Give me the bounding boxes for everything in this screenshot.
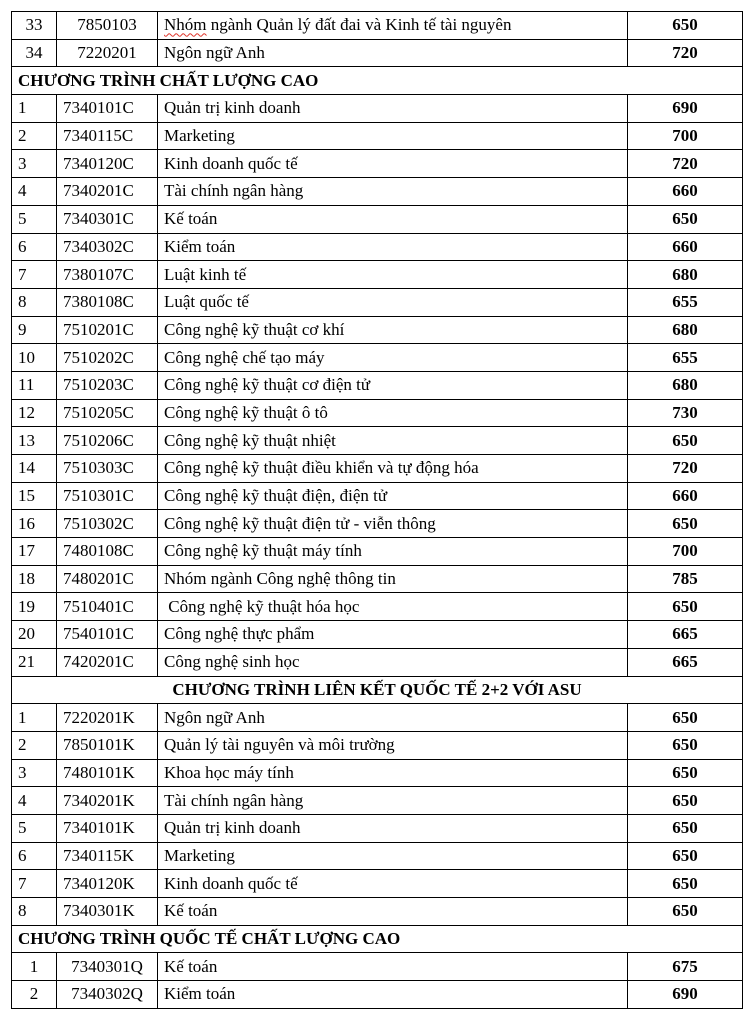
- row-code: 7340201K: [57, 787, 158, 815]
- table-row: [12, 178, 743, 206]
- row-name: Công nghệ kỹ thuật điều khiển và tự động hóa: [158, 455, 628, 483]
- row-code: 7510203C: [57, 371, 158, 399]
- row-score: 660: [628, 482, 743, 510]
- row-score: 650: [628, 787, 743, 815]
- row-name: Kiểm toán: [158, 233, 628, 261]
- row-code: 7420201C: [57, 648, 158, 676]
- row-stt: 5: [12, 205, 57, 233]
- section-title: CHƯƠNG TRÌNH LIÊN KẾT QUỐC TẾ 2+2 VỚI ASU: [12, 676, 743, 704]
- row-code: 7510201C: [57, 316, 158, 344]
- row-stt: 33: [12, 12, 57, 40]
- row-name: Công nghệ thực phẩm: [158, 621, 628, 649]
- table-row: [12, 953, 743, 981]
- row-name: Luật kinh tế: [158, 261, 628, 289]
- row-stt: 3: [12, 150, 57, 178]
- row-name: [158, 12, 628, 40]
- section-title: CHƯƠNG TRÌNH QUỐC TẾ CHẤT LƯỢNG CAO: [12, 925, 743, 953]
- row-score: 650: [628, 427, 743, 455]
- table-row: [12, 870, 743, 898]
- table-row: [12, 482, 743, 510]
- row-name-rest: ngành Quản lý đất đai và Kinh tế tài nguyên: [206, 15, 512, 35]
- table-row: [12, 371, 743, 399]
- row-name: Công nghệ kỹ thuật cơ khí: [158, 316, 628, 344]
- row-score: 650: [628, 510, 743, 538]
- row-code: 7480101K: [57, 759, 158, 787]
- row-code: 7850103: [57, 12, 158, 40]
- row-score: 680: [628, 316, 743, 344]
- row-code: 7480201C: [57, 565, 158, 593]
- table-row: [12, 898, 743, 926]
- row-stt: 1: [12, 953, 57, 981]
- table-row: [12, 510, 743, 538]
- table-row: [12, 150, 743, 178]
- row-name: Quản lý tài nguyên và môi trường: [158, 731, 628, 759]
- row-stt: 2: [12, 981, 57, 1009]
- row-name: Công nghệ kỹ thuật ô tô: [158, 399, 628, 427]
- row-code: 7510202C: [57, 344, 158, 372]
- row-code: 7480108C: [57, 538, 158, 566]
- row-stt: 17: [12, 538, 57, 566]
- row-code: 7510303C: [57, 455, 158, 483]
- row-name: Kế toán: [158, 953, 628, 981]
- row-code: 7540101C: [57, 621, 158, 649]
- row-name: Công nghệ kỹ thuật máy tính: [158, 538, 628, 566]
- row-score: 785: [628, 565, 743, 593]
- row-score: 660: [628, 233, 743, 261]
- section-header-row: [12, 67, 743, 95]
- row-stt: 12: [12, 399, 57, 427]
- row-name: Quản trị kinh doanh: [158, 814, 628, 842]
- row-stt: 3: [12, 759, 57, 787]
- table-row: [12, 648, 743, 676]
- table-row: [12, 759, 743, 787]
- row-score: 650: [628, 898, 743, 926]
- row-stt: 8: [12, 288, 57, 316]
- table-row: [12, 981, 743, 1009]
- row-score: 650: [628, 205, 743, 233]
- row-stt: 5: [12, 814, 57, 842]
- row-code: 7340115K: [57, 842, 158, 870]
- row-stt: 15: [12, 482, 57, 510]
- row-name: Công nghệ kỹ thuật cơ điện tử: [158, 371, 628, 399]
- row-name: Công nghệ kỹ thuật hóa học: [158, 593, 628, 621]
- row-name: Marketing: [158, 122, 628, 150]
- row-name: Marketing: [158, 842, 628, 870]
- row-name: Công nghệ kỹ thuật điện tử - viễn thông: [158, 510, 628, 538]
- row-stt: 7: [12, 261, 57, 289]
- row-name: Ngôn ngữ Anh: [158, 39, 628, 67]
- row-code: 7510301C: [57, 482, 158, 510]
- row-score: 700: [628, 538, 743, 566]
- row-score: 650: [628, 759, 743, 787]
- section-header-row: [12, 676, 743, 704]
- table-row: [12, 233, 743, 261]
- row-stt: 8: [12, 898, 57, 926]
- row-stt: 1: [12, 704, 57, 732]
- table-row: [12, 12, 743, 40]
- row-name: Công nghệ kỹ thuật điện, điện tử: [158, 482, 628, 510]
- table-row: [12, 621, 743, 649]
- row-code: 7340301Q: [57, 953, 158, 981]
- row-name: Công nghệ sinh học: [158, 648, 628, 676]
- table-row: [12, 344, 743, 372]
- row-name: Khoa học máy tính: [158, 759, 628, 787]
- row-stt: 16: [12, 510, 57, 538]
- table-row: [12, 704, 743, 732]
- row-code: 7510205C: [57, 399, 158, 427]
- row-stt: 9: [12, 316, 57, 344]
- row-score: 675: [628, 953, 743, 981]
- row-stt: 19: [12, 593, 57, 621]
- row-score: 650: [628, 704, 743, 732]
- table-row: [12, 814, 743, 842]
- row-name: Kiểm toán: [158, 981, 628, 1009]
- row-score: 720: [628, 39, 743, 67]
- row-name: Tài chính ngân hàng: [158, 178, 628, 206]
- row-stt: 6: [12, 842, 57, 870]
- row-name: Kinh doanh quốc tế: [158, 870, 628, 898]
- row-name: Kế toán: [158, 898, 628, 926]
- row-stt: 2: [12, 122, 57, 150]
- row-stt: 1: [12, 95, 57, 123]
- row-score: 730: [628, 399, 743, 427]
- row-score: 720: [628, 150, 743, 178]
- row-stt: 14: [12, 455, 57, 483]
- table-row: [12, 538, 743, 566]
- row-name: Nhóm ngành Công nghệ thông tin: [158, 565, 628, 593]
- table-row: [12, 593, 743, 621]
- spellcheck-flagged-word: Nhóm: [164, 15, 207, 35]
- row-code: 7340120C: [57, 150, 158, 178]
- row-code: 7340301K: [57, 898, 158, 926]
- row-score: 650: [628, 842, 743, 870]
- row-score: 720: [628, 455, 743, 483]
- table-row: [12, 787, 743, 815]
- row-code: 7340302C: [57, 233, 158, 261]
- row-code: 7380107C: [57, 261, 158, 289]
- row-score: 650: [628, 12, 743, 40]
- section-title: CHƯƠNG TRÌNH CHẤT LƯỢNG CAO: [12, 67, 743, 95]
- row-code: 7510401C: [57, 593, 158, 621]
- table-row: [12, 455, 743, 483]
- section-header-row: [12, 925, 743, 953]
- table-row: [12, 95, 743, 123]
- row-score: 690: [628, 95, 743, 123]
- row-stt: 18: [12, 565, 57, 593]
- admission-score-table: [11, 11, 743, 1009]
- row-stt: 34: [12, 39, 57, 67]
- row-code: 7340101K: [57, 814, 158, 842]
- row-stt: 7: [12, 870, 57, 898]
- row-stt: 4: [12, 178, 57, 206]
- row-stt: 11: [12, 371, 57, 399]
- row-code: 7340115C: [57, 122, 158, 150]
- table-row: [12, 261, 743, 289]
- row-score: 665: [628, 621, 743, 649]
- row-code: 7510206C: [57, 427, 158, 455]
- row-name: Quản trị kinh doanh: [158, 95, 628, 123]
- row-stt: 2: [12, 731, 57, 759]
- table-row: [12, 316, 743, 344]
- row-name: Luật quốc tế: [158, 288, 628, 316]
- row-code: 7850101K: [57, 731, 158, 759]
- row-stt: 4: [12, 787, 57, 815]
- row-code: 7510302C: [57, 510, 158, 538]
- table-row: [12, 427, 743, 455]
- row-code: 7340101C: [57, 95, 158, 123]
- row-stt: 21: [12, 648, 57, 676]
- row-code: 7340302Q: [57, 981, 158, 1009]
- row-score: 665: [628, 648, 743, 676]
- row-code: 7380108C: [57, 288, 158, 316]
- row-name: Công nghệ kỹ thuật nhiệt: [158, 427, 628, 455]
- row-stt: 13: [12, 427, 57, 455]
- table-row: [12, 399, 743, 427]
- row-stt: 20: [12, 621, 57, 649]
- row-code: 7220201K: [57, 704, 158, 732]
- table-row: [12, 39, 743, 67]
- row-name: Công nghệ chế tạo máy: [158, 344, 628, 372]
- row-score: 650: [628, 814, 743, 842]
- row-score: 680: [628, 261, 743, 289]
- row-score: 650: [628, 870, 743, 898]
- row-stt: 6: [12, 233, 57, 261]
- row-name: Tài chính ngân hàng: [158, 787, 628, 815]
- row-score: 660: [628, 178, 743, 206]
- row-code: 7340120K: [57, 870, 158, 898]
- row-score: 650: [628, 731, 743, 759]
- row-name: Ngôn ngữ Anh: [158, 704, 628, 732]
- table-row: [12, 205, 743, 233]
- row-code: 7340301C: [57, 205, 158, 233]
- row-name: Kinh doanh quốc tế: [158, 150, 628, 178]
- row-stt: 10: [12, 344, 57, 372]
- row-name: Kế toán: [158, 205, 628, 233]
- table-row: [12, 565, 743, 593]
- row-score: 655: [628, 344, 743, 372]
- table-row: [12, 731, 743, 759]
- row-score: 650: [628, 593, 743, 621]
- table-row: [12, 842, 743, 870]
- row-code: 7340201C: [57, 178, 158, 206]
- row-score: 680: [628, 371, 743, 399]
- row-code: 7220201: [57, 39, 158, 67]
- table-row: [12, 122, 743, 150]
- row-score: 700: [628, 122, 743, 150]
- row-score: 690: [628, 981, 743, 1009]
- table-row: [12, 288, 743, 316]
- row-score: 655: [628, 288, 743, 316]
